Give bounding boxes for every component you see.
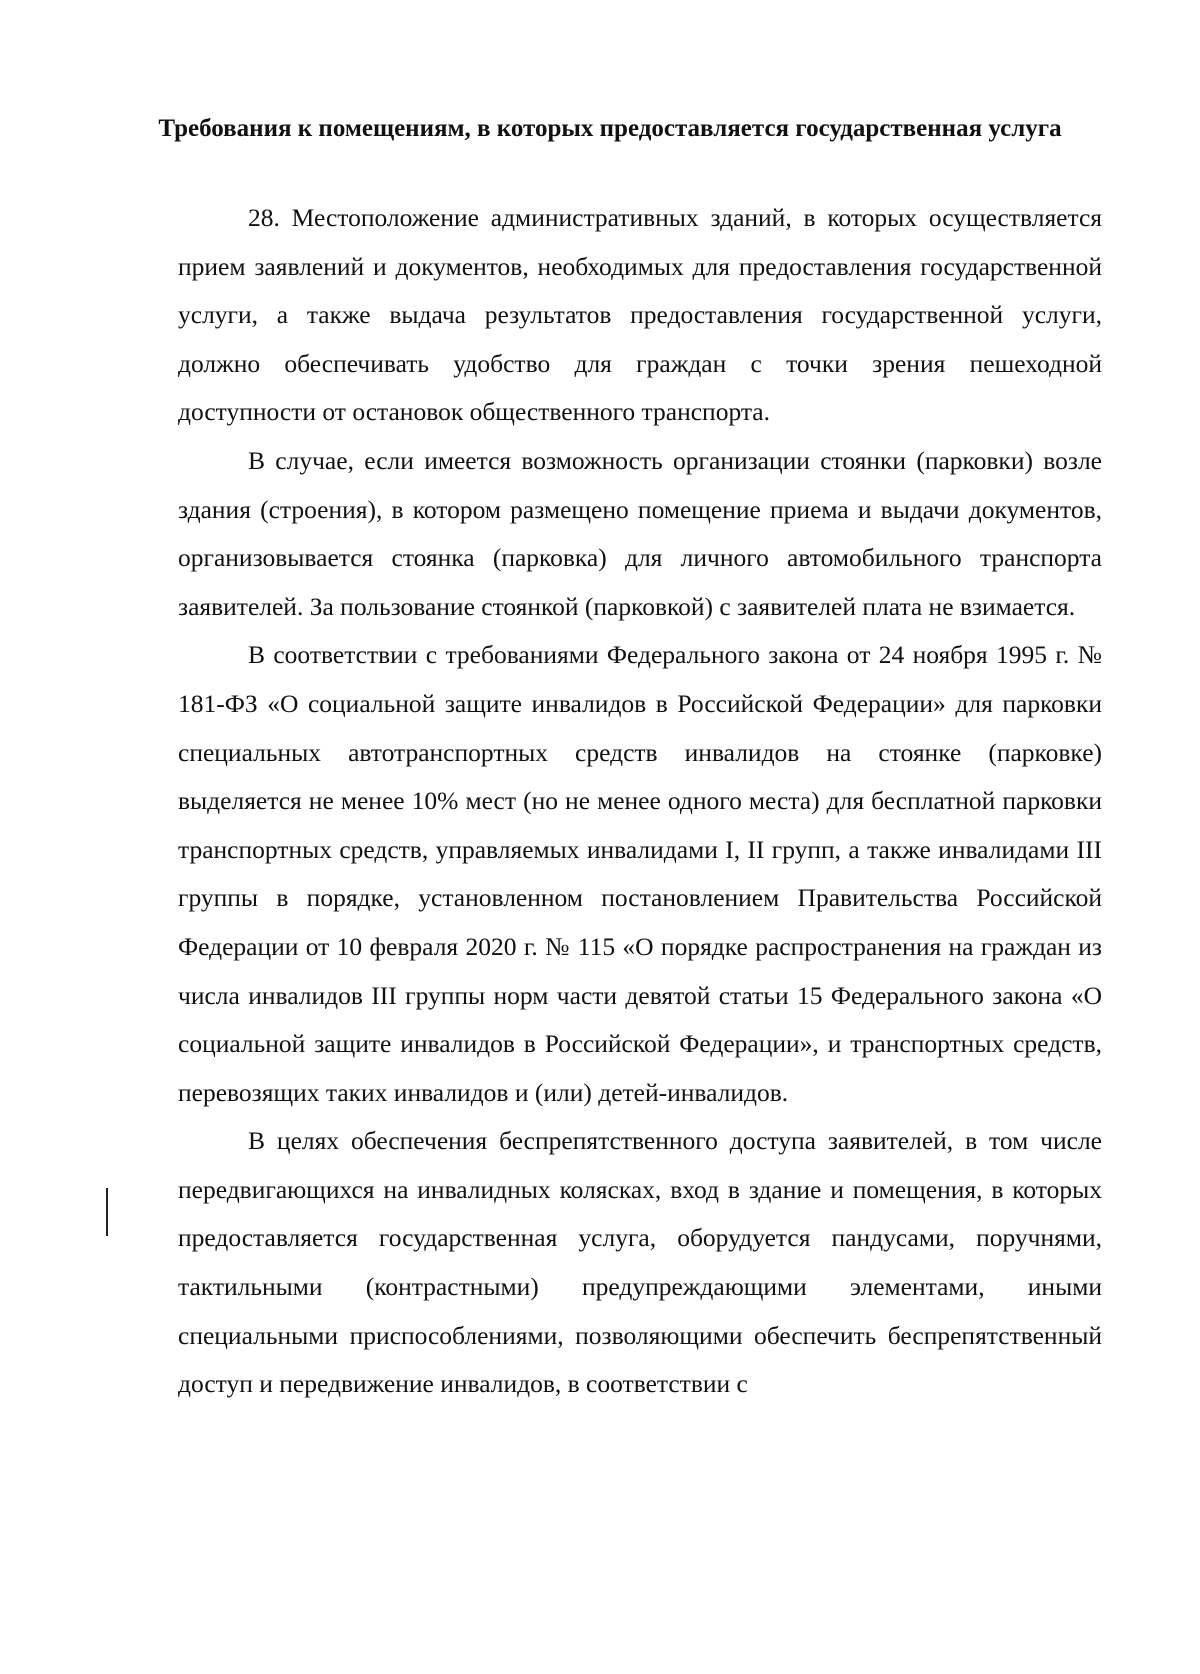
paragraph-parking: В случае, если имеется возможность организации стоянки (парковки) возле здания (строения), в котором размещено помещение приема и выдачи документов, организовывается стоянка (парковка) для личного автомобильного транспорта заявителей. За пользование стоянкой (парковкой) с заявителей плата не взимается. [178,445,1102,621]
section-heading: Требования к помещениям, в которых предоставляется государственная услуга [158,115,1062,142]
margin-change-bar [106,1188,108,1236]
document-body [178,194,1102,1409]
paragraph-disabled-parking: В соответствии с требованиями Федерального закона от 24 ноября 1995 г. № 181-ФЗ «О социальной защите инвалидов в Российской Федерации» для парковки специальных автотранспортных средств инвалидов на стоянке (парковке) выделяется не менее 10% мест (но не менее одного места) для бесплатной парковки транспортных средств, управляемых инвалидами I, II групп, а также инвалидами III группы в порядке, установленном постановлением Правительства Российской Федерации от 10 февраля 2020 г. № 115 «О порядке распространения на граждан из числа инвалидов III группы норм части девятой статьи 15 Федерального закона «О социальной защите инвалидов в Российской Федерации», и транспортных средств, перевозящих таких инвалидов и (или) детей-инвалидов. [178,640,1102,1107]
paragraph-accessibility: В целях обеспечения беспрепятственного доступа заявителей, в том числе передвигающихся на инвалидных колясках, вход в здание и помещения, в которых предоставляется государственная услуга, оборудуется пандусами, поручнями, тактильными (контрастными) предупреждающими элементами, иными специальными приспособлениями, позволяющими обеспечить беспрепятственный доступ и передвижение инвалидов, в соответствии с [178,1126,1102,1399]
paragraph-location: 28. Местоположение административных зданий, в которых осуществляется прием заявлений и документов, необходимых для предоставления государственной услуги, а также выдача результатов предоставления государственной услуги, должно обеспечивать удобство для граждан с точки зрения пешеходной доступности от остановок общественного транспорта. [178,203,1102,427]
